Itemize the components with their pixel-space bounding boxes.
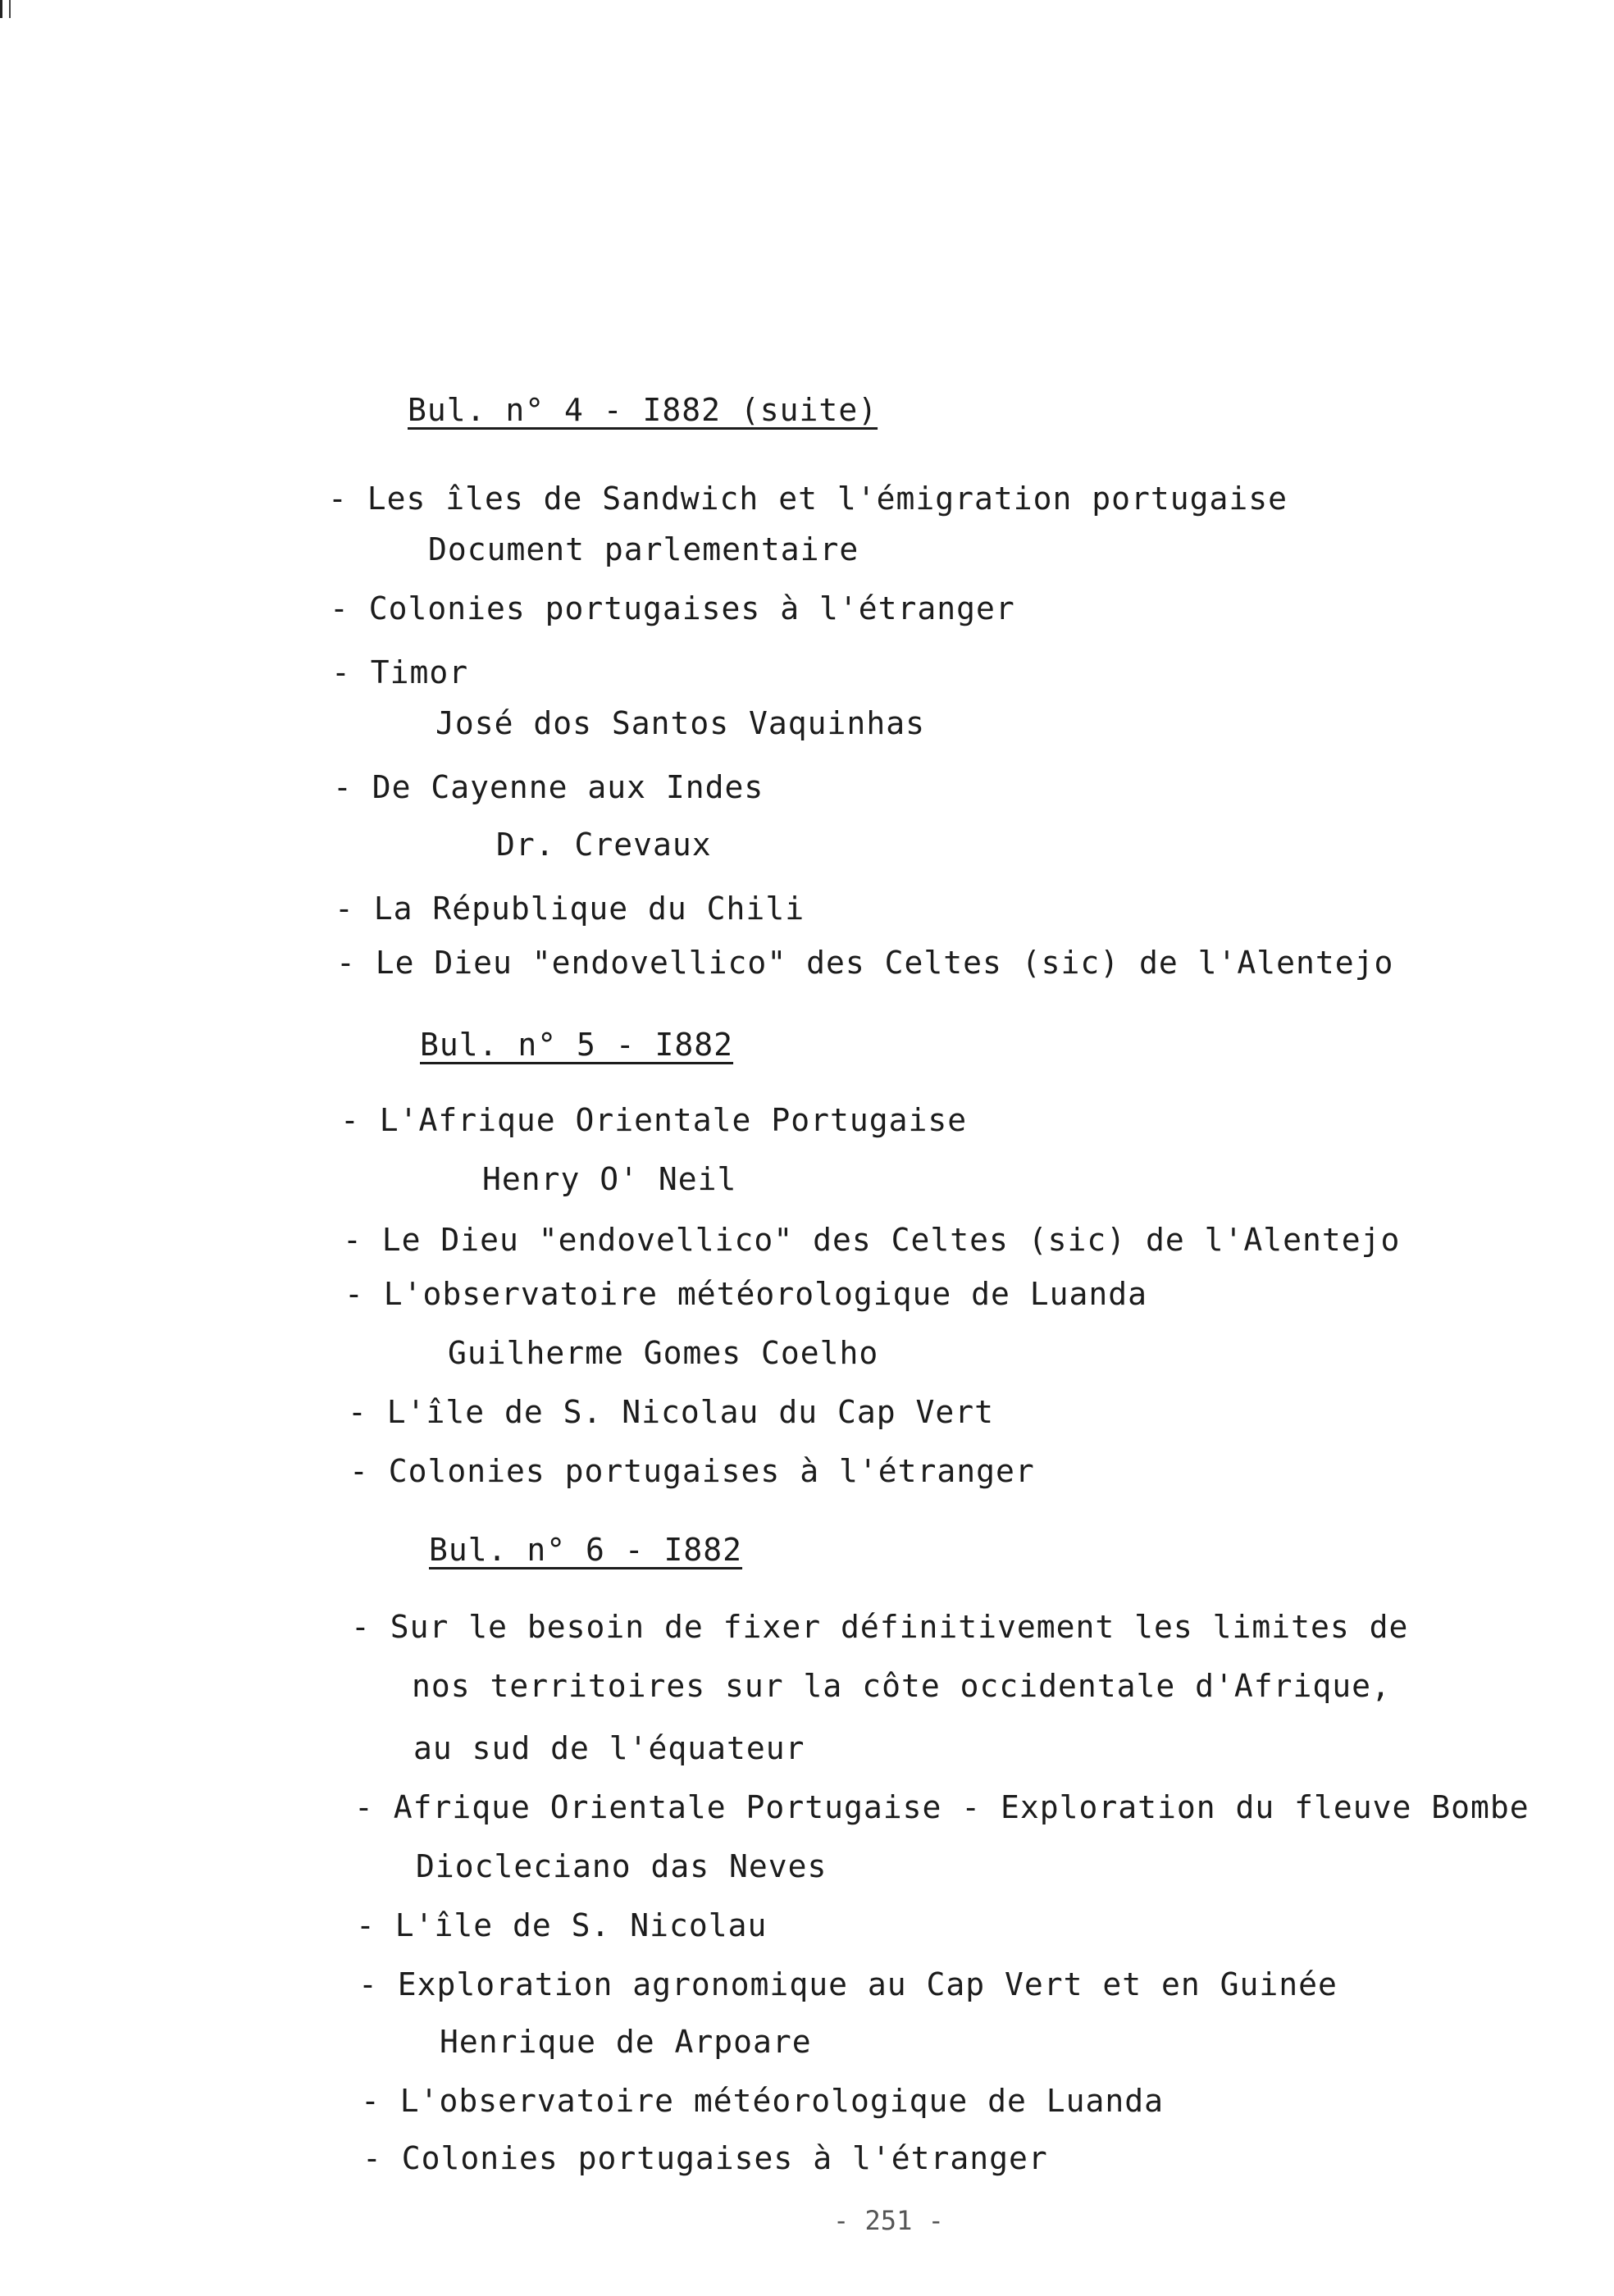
entry-title: - Timor <box>331 654 469 690</box>
entry-title: - Les îles de Sandwich et l'émigration portugaise <box>328 481 1288 517</box>
entry-title: - L'observatoire météorologique de Luanda <box>361 2083 1164 2119</box>
entry-author: Guilherme Gomes Coelho <box>448 1335 879 1371</box>
scan-edge-mark <box>0 0 11 18</box>
entry-title: - Sur le besoin de fixer définitivement les limites de <box>351 1609 1409 1645</box>
entry-author: Document parlementaire <box>428 531 859 567</box>
entry-author: Henrique de Arpoare <box>440 2024 812 2060</box>
entry-title: - L'observatoire météorologique de Luanda <box>344 1276 1147 1312</box>
entry-title: - Exploration agronomique au Cap Vert et en Guinée <box>358 1966 1338 2002</box>
section-heading: Bul. n° 4 - I882 (suite) <box>408 392 878 428</box>
entry-title: - L'île de S. Nicolau <box>356 1907 768 1943</box>
entry-title: - La République du Chili <box>335 891 805 927</box>
entry-title: - Le Dieu "endovellico" des Celtes (sic) de l'Alentejo <box>336 945 1394 981</box>
entry-title: - Colonies portugaises à l'étranger <box>330 590 1015 626</box>
page-number: - 251 - <box>833 2205 944 2236</box>
entry-title-continued: au sud de l'équateur <box>413 1730 805 1766</box>
entry-author: José dos Santos Vaquinhas <box>435 705 925 741</box>
entry-author: Henry O' Neil <box>482 1161 737 1197</box>
entry-title-continued: nos territoires sur la côte occidentale d'Afrique, <box>412 1668 1391 1704</box>
entry-title: - L'Afrique Orientale Portugaise <box>340 1102 968 1138</box>
section-heading: Bul. n° 5 - I882 <box>420 1027 734 1063</box>
entry-title: - De Cayenne aux Indes <box>333 769 764 805</box>
entry-title: - Colonies portugaises à l'étranger <box>362 2140 1048 2176</box>
section-heading: Bul. n° 6 - I882 <box>429 1532 743 1568</box>
entry-author: Dr. Crevaux <box>496 827 712 863</box>
entry-title: - Le Dieu "endovellico" des Celtes (sic) de l'Alentejo <box>343 1222 1401 1258</box>
entry-title: - Afrique Orientale Portugaise - Exploration du fleuve Bombe <box>354 1789 1530 1825</box>
entry-title: - L'île de S. Nicolau du Cap Vert <box>348 1394 994 1430</box>
entry-author: Diocleciano das Neves <box>416 1848 828 1884</box>
entry-title: - Colonies portugaises à l'étranger <box>349 1453 1035 1489</box>
